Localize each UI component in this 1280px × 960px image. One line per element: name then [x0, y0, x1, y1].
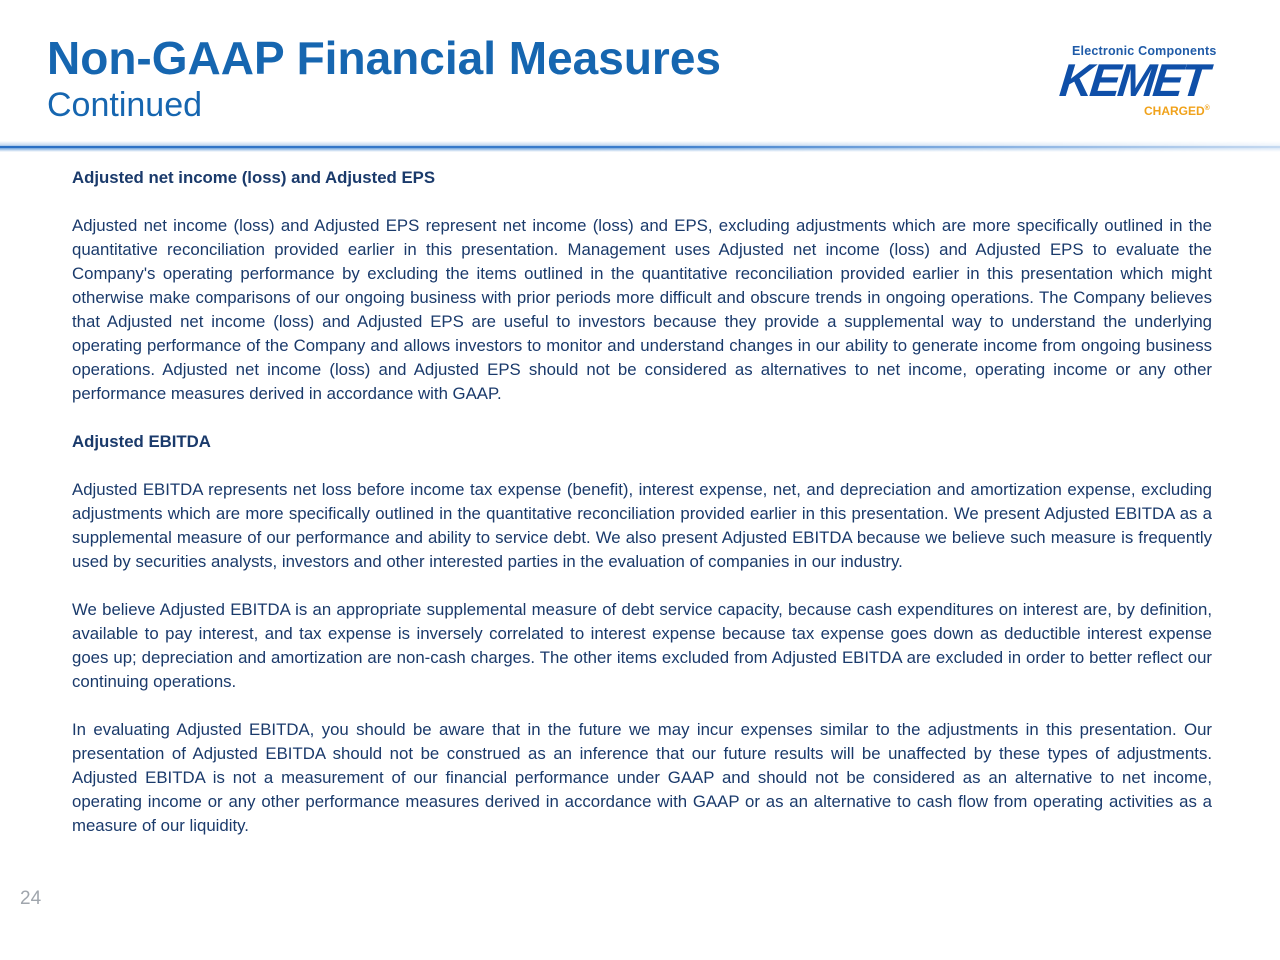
page-number: 24: [20, 888, 42, 909]
body-content: [72, 166, 1212, 838]
header-rule: [0, 146, 1280, 148]
spacer: [72, 190, 1212, 214]
logo-wordmark: KEMET: [1057, 54, 1209, 106]
paragraph-adjusted-net-income: Adjusted net income (loss) and Adjusted EPS represent net income (loss) and EPS, excluding adjustments which are more specifically outlined in the quantitative reconciliation provided earlier in this presentation. Management uses Adjusted net income (loss) and Adjusted EPS to evaluate the Company's operating performance by excluding the items outlined in the quantitative reconciliation provided earlier in this presentation which might otherwise make comparisons of our ongoing business with prior periods more difficult and obscure trends in ongoing operations. The Company believes that Adjusted net income (loss) and Adjusted EPS are useful to investors because they provide a supplemental way to understand the underlying operating performance of the Company and allows investors to monitor and understand changes in our ability to generate income from ongoing business operations. Adjusted net income (loss) and Adjusted EPS should not be considered as alternatives to net income, operating income or any other performance measures derived in accordance with GAAP.: [72, 216, 1212, 403]
paragraph-adjusted-ebitda-definition: Adjusted EBITDA represents net loss before income tax expense (benefit), interest expense, net, and depreciation and amortization expense, excluding adjustments which are more specifically outlined in the quantitative reconciliation provided earlier in this presentation. We present Adjusted EBITDA as a supplemental measure of our performance and ability to service debt. We also present Adjusted EBITDA because we believe such measure is frequently used by securities analysts, investors and other interested parties in the evaluation of companies in our industry.: [72, 480, 1212, 571]
paragraph-adjusted-ebitda-rationale: We believe Adjusted EBITDA is an appropriate supplemental measure of debt service capacity, because cash expenditures on interest are, by definition, available to pay interest, and tax expense is inversely correlated to interest expense because tax expense goes down as deductible interest expense goes up; depreciation and amortization are non-cash charges. The other items excluded from Adjusted EBITDA are excluded in order to better reflect our continuing operations.: [72, 600, 1212, 691]
paragraph-adjusted-ebitda-caution: In evaluating Adjusted EBITDA, you should be aware that in the future we may incur expenses similar to the adjustments in this presentation. Our presentation of Adjusted EBITDA should not be construed as an inference that our future results will be unaffected by these types of adjustments. Adjusted EBITDA is not a measurement of our financial performance under GAAP and should not be considered as an alternative to net income, operating income or any other performance measures derived in accordance with GAAP or as an alternative to cash flow from operating activities as a measure of our liquidity.: [72, 720, 1212, 835]
spacer: [72, 574, 1212, 598]
kemet-logo: [1058, 44, 1248, 124]
logo-registered-mark: ®: [1204, 105, 1210, 112]
logo-charged-text: CHARGED: [1144, 104, 1205, 118]
logo-tagline: Electronic Components: [1072, 44, 1217, 58]
spacer: [72, 454, 1212, 478]
page-subtitle: Continued: [47, 86, 203, 124]
section-heading-adjusted-ebitda: Adjusted EBITDA: [72, 432, 211, 451]
section-heading-adjusted-net-income: Adjusted net income (loss) and Adjusted EPS: [72, 168, 436, 187]
spacer: [72, 406, 1212, 430]
page-title: Non-GAAP Financial Measures: [47, 32, 721, 84]
logo-charged: [1144, 104, 1210, 118]
spacer: [72, 694, 1212, 718]
